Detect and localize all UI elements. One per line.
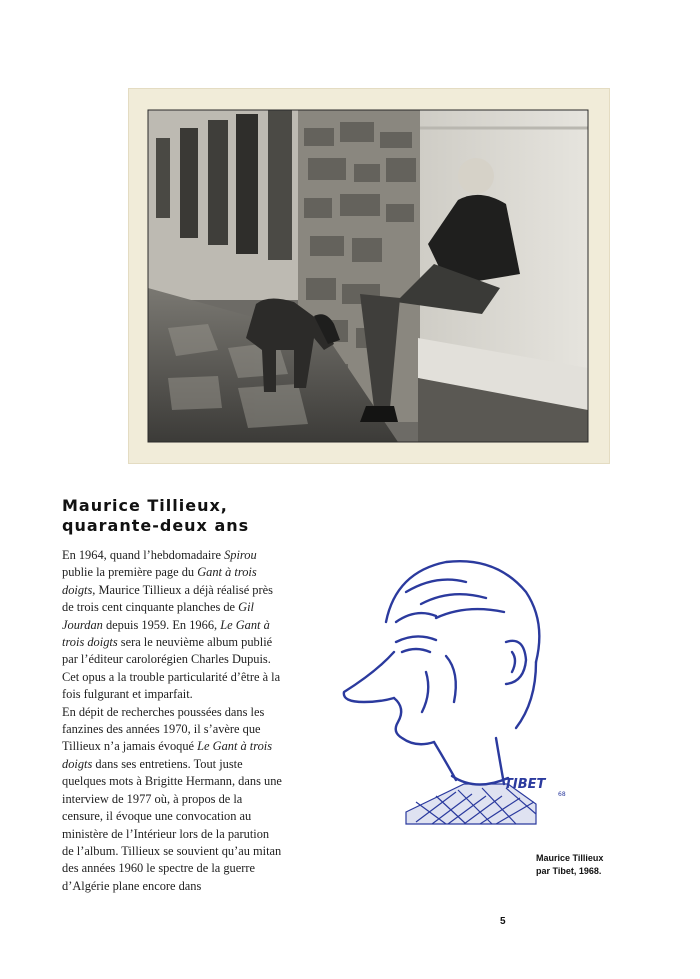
text-run: En 1964, quand l’hebdomadaire (62, 548, 225, 562)
italic-run: Spirou (224, 548, 257, 562)
article-body (62, 547, 282, 895)
heading-line-1: Maurice Tillieux, (62, 496, 228, 515)
signature-year: 68 (558, 791, 566, 798)
caption-line-1: Maurice Tillieux (536, 853, 604, 863)
paragraph-1 (62, 547, 282, 704)
caption-line-2: par Tibet, 1968. (536, 866, 602, 876)
tibet-caricature (336, 552, 576, 832)
text-run: , Maurice Tillieux a déjà réalisé près de trois cent cinquante planches de (62, 582, 273, 615)
figure-caption (536, 852, 646, 878)
text-run: depuis 1959. En 1966, (102, 617, 221, 632)
text-run: dans ses entretiens. Tout juste quelques mots à Brigitte Hermann, dans une interview de 1977 où, à propos de la censure, il évoque une convocation au ministère de l’Intérieur lors de la parution de l’album. Tillieux se souvient qu’au mitan des années 1960 le spectre de la guerre d’Algérie plane encore dans (62, 756, 282, 893)
article-heading (62, 496, 362, 536)
archival-photograph (128, 88, 610, 464)
italic-run: Gant à trois doigts (62, 565, 257, 597)
text-run: sera le neuvième album publié par l’éditeur carolorégien Charles Dupuis. Cet opus a la trouble particularité d’être à la fois fulgurant et imparfait. (62, 635, 281, 702)
page-number: 5 (500, 916, 506, 927)
text-run: En dépit de recherches poussées dans les fanzines des années 1970, il s’avère que Tillieux n’a jamais évoqué (62, 704, 265, 754)
italic-run: Gil Jourdan (62, 600, 254, 632)
paragraph-2 (62, 704, 282, 895)
caricature-drawing (336, 552, 576, 832)
italic-run: Le Gant à trois doigts (62, 739, 273, 771)
artist-signature: TIBET (504, 777, 546, 792)
photo-frame (128, 88, 610, 464)
heading-line-2: quarante-deux ans (62, 516, 250, 535)
italic-run: Le Gant à trois doigts (62, 617, 270, 650)
text-run: publie la première page du (62, 565, 198, 580)
